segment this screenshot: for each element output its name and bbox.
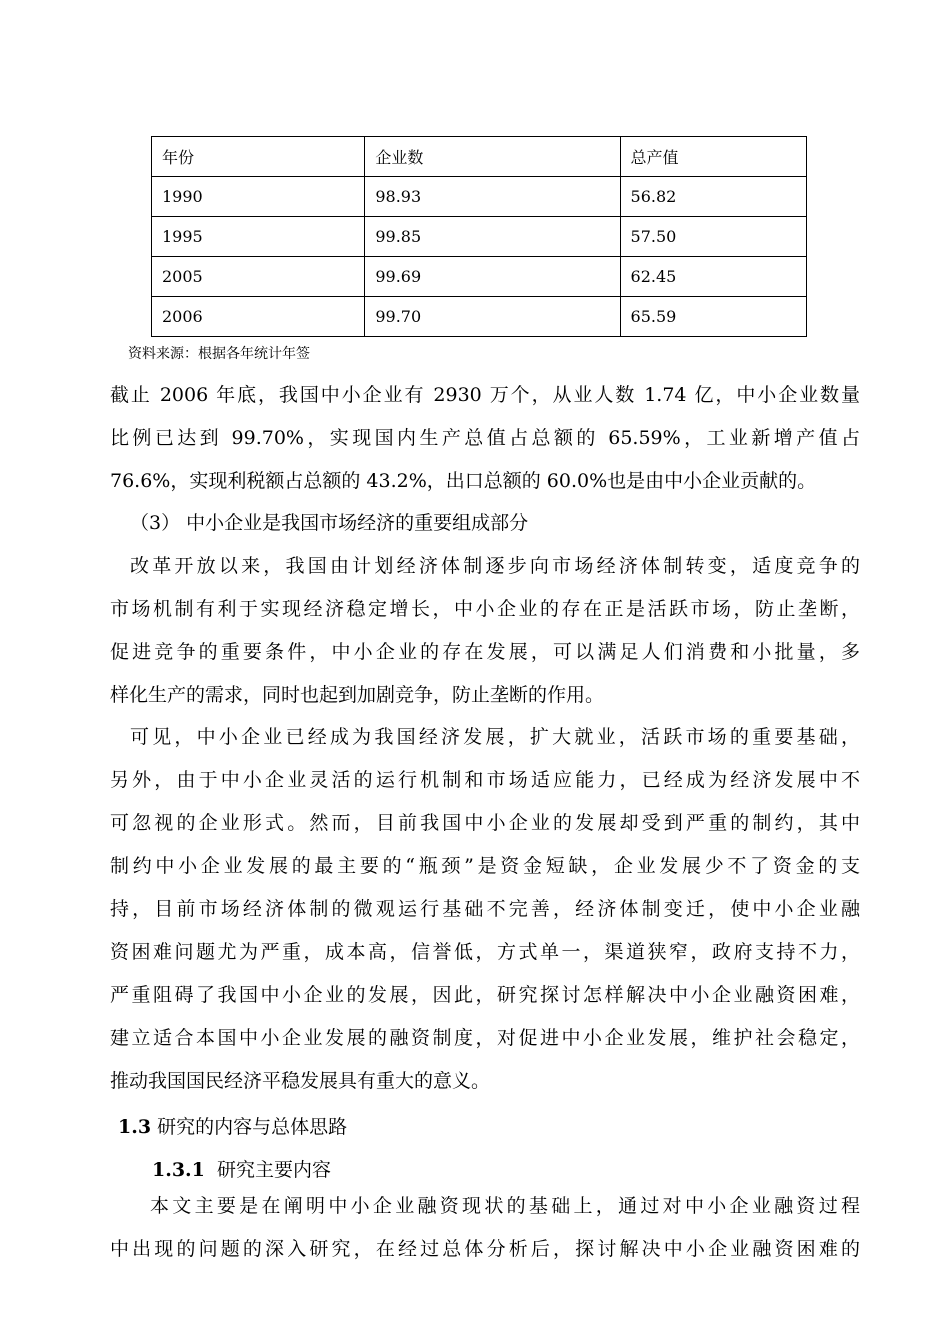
section-number: 1.3 — [118, 1116, 152, 1138]
paragraph-line: 比例已达到 99.70%，实现国内生产总值占总额的 65.59%，工业新增产值占 — [110, 427, 860, 449]
paragraph-line: 76.6%，实现利税额占总额的 43.2%，出口总额的 60.0%也是由中小企业贡献的。 — [110, 470, 817, 492]
table-cell: 1995 — [152, 217, 365, 257]
table-cell: 2006 — [152, 297, 365, 337]
paragraph-line: 严重阻碍了我国中小企业的发展，因此，研究探讨怎样解决中小企业融资困难， — [110, 984, 860, 1006]
paragraph-line: 资困难问题尤为严重，成本高，信誉低，方式单一，渠道狭窄，政府支持不力， — [110, 941, 860, 963]
table-cell: 65.59 — [620, 297, 806, 337]
paragraph-line: 截止 2006 年底，我国中小企业有 2930 万个，从业人数 1.74 亿，中小企业数量 — [110, 384, 860, 406]
paragraph-line: 推动我国国民经济平稳发展具有重大的意义。 — [110, 1070, 491, 1092]
table-cell: 2005 — [152, 257, 365, 297]
table-header-row — [152, 137, 807, 177]
point-heading: （3） 中小企业是我国市场经济的重要组成部分 — [130, 512, 529, 534]
section-title: 研究的内容与总体思路 — [151, 1116, 348, 1138]
paragraph-line: 促进竞争的重要条件，中小企业的存在发展，可以满足人们消费和小批量，多 — [110, 641, 860, 663]
subsection-number: 1.3.1 — [152, 1159, 205, 1181]
table-cell: 62.45 — [620, 257, 806, 297]
paragraph-line: 可忽视的企业形式。然而，目前我国中小企业的发展却受到严重的制约，其中 — [110, 812, 860, 834]
subsection-title: 研究主要内容 — [204, 1159, 331, 1181]
table-row — [152, 177, 807, 217]
paragraph-line: 改革开放以来，我国由计划经济体制逐步向市场经济体制转变，适度竞争的 — [130, 555, 860, 577]
subsection-heading — [152, 1155, 331, 1182]
paragraph-line: 持，目前市场经济体制的微观运行基础不完善，经济体制变迁，使中小企业融 — [110, 898, 860, 920]
paragraph-line: 制约中小企业发展的最主要的“瓶颈”是资金短缺，企业发展少不了资金的支 — [110, 855, 860, 877]
paragraph-line: 市场机制有利于实现经济稳定增长，中小企业的存在正是活跃市场，防止垄断， — [110, 598, 860, 620]
table-cell: 57.50 — [620, 217, 806, 257]
table-cell: 99.85 — [365, 217, 620, 257]
section-heading — [118, 1112, 347, 1139]
paragraph-line: 可见，中小企业已经成为我国经济发展，扩大就业，活跃市场的重要基础， — [130, 726, 860, 748]
paragraph-line: 建立适合本国中小企业发展的融资制度，对促进中小企业发展，维护社会稳定， — [110, 1027, 860, 1049]
table-row — [152, 217, 807, 257]
paragraph-line: 中出现的问题的深入研究，在经过总体分析后，探讨解决中小企业融资困难的 — [110, 1238, 860, 1260]
table-row — [152, 257, 807, 297]
table-header-cell: 企业数 — [365, 137, 620, 177]
table-cell: 56.82 — [620, 177, 806, 217]
table-row — [152, 297, 807, 337]
table-header-cell: 总产值 — [620, 137, 806, 177]
table-cell: 1990 — [152, 177, 365, 217]
table-cell: 99.69 — [365, 257, 620, 297]
statistics-table — [151, 136, 807, 337]
paragraph-line: 另外，由于中小企业灵活的运行机制和市场适应能力，已经成为经济发展中不 — [110, 769, 860, 791]
paragraph-line: 样化生产的需求，同时也起到加剧竞争，防止垄断的作用。 — [110, 684, 605, 706]
table-cell: 99.70 — [365, 297, 620, 337]
source-note: 资料来源：根据各年统计年签 — [128, 346, 310, 362]
table-cell: 98.93 — [365, 177, 620, 217]
paragraph-line: 本文主要是在阐明中小企业融资现状的基础上，通过对中小企业融资过程 — [150, 1195, 860, 1217]
table-header-cell: 年份 — [152, 137, 365, 177]
